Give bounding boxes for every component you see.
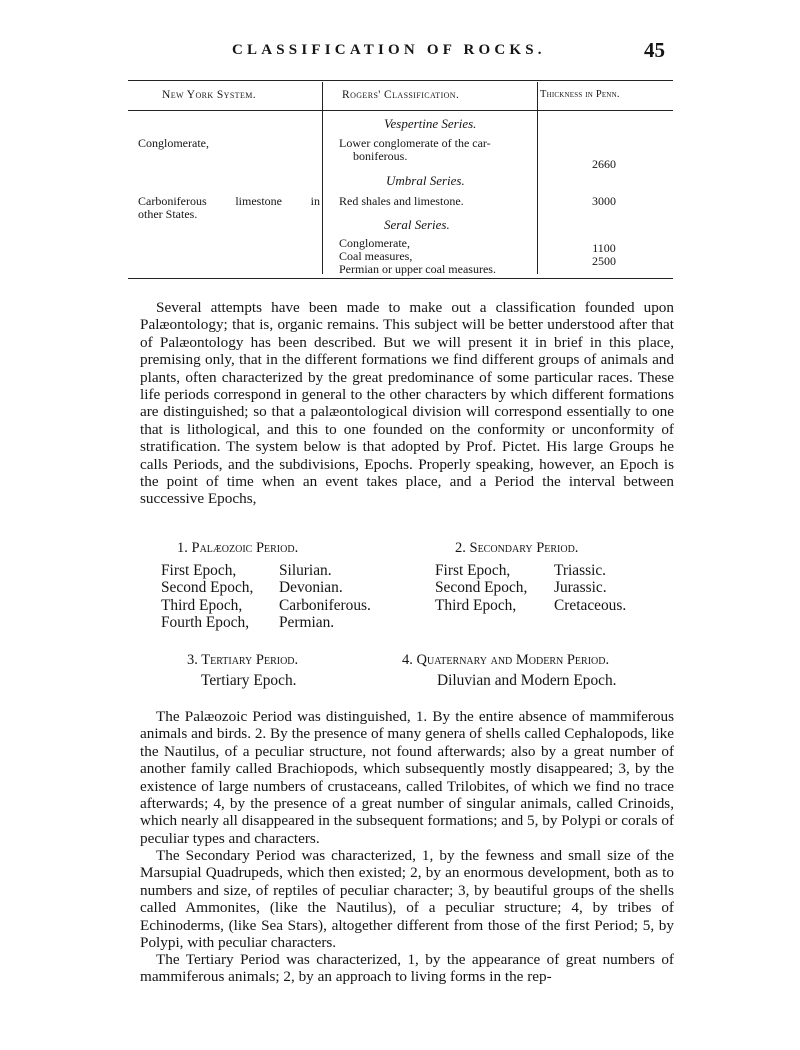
epoch-tertiary: Tertiary Epoch. [201, 672, 297, 689]
paragraph-palaeontology-intro: Several attempts have been made to make out a classification founded upon Palæontology; that is, organic remains. This subject will be better understood after that of Palæontology has been described. But we will present it in brief in this place, premising only, that in the different formations we find different groups of animals and plants, often characterized by the great predominance of some particular races. These life periods correspond in general to the other characters by which different formations are distinguished; so that a palæontological division will correspond essentially to one that is lithological, and this to one founded on the conformity or unconformity of stratification. The system below is that adopted by Prof. Pictet. His large Groups he calls Periods, and the subdivisions, Epochs. Properly speaking, however, an Epoch is the point of time when an event takes place, and a Period the interval between successive Epochs, [140, 299, 674, 508]
epoch-name: Cretaceous. [554, 596, 627, 614]
series-vespertine: Vespertine Series. [384, 116, 477, 131]
column-header-thickness: Thickness in Penn. [540, 89, 620, 100]
series-umbral: Umbral Series. [386, 173, 465, 188]
paragraph-secondary-characters: The Secondary Period was characterized, 1, by the fewness and small size of the Marsupial Quadrupeds, which then existed; 2, by an enormous development, both as to numbers and size, of reptiles of peculiar character; 3, by beautiful groups of the shells called Ammonites, (like the Nautilus), of a peculiar structure; 4, by tribes of Echinoderms, (like Sea Stars), altogether different from those of the first Period; 5, by Polypi, with peculiar characters. [140, 847, 674, 952]
classification-table [128, 80, 673, 280]
rogers-lower-line2: boniferous. [353, 149, 408, 163]
ny-conglomerate: Conglomerate, [138, 136, 209, 150]
table-column-divider [537, 82, 538, 274]
rogers-lower-line1: Lower conglomerate of the car- [339, 136, 491, 150]
epoch-row [161, 579, 371, 596]
epoch-label: Third Epoch, [435, 596, 517, 614]
epoch-label: Second Epoch, [161, 579, 254, 597]
period-heading-tertiary: 3. Tertiary Period. [187, 652, 299, 668]
epoch-row [161, 562, 371, 579]
paragraph-tertiary-characters: The Tertiary Period was characterized, 1, by the appearance of great numbers of mammiferous animals; 2, by an approach to living forms in the rep- [140, 951, 674, 986]
epoch-list-secondary [435, 562, 626, 614]
ny-carboniferous-line2: other States. [138, 207, 198, 221]
column-header-rogers: Rogers' Classification. [342, 89, 460, 101]
rogers-red-shales: Red shales and limestone. [339, 194, 464, 208]
epoch-row [161, 614, 371, 631]
thickness-vespertine: 2660 [592, 157, 616, 171]
epoch-row [435, 597, 626, 614]
series-seral: Seral Series. [384, 217, 450, 232]
ny-carboniferous-line1: Carboniferous limestone in [138, 194, 320, 208]
table-column-divider [322, 82, 323, 274]
epoch-label: Third Epoch, [161, 596, 243, 614]
epoch-name: Permian. [279, 614, 335, 632]
epoch-row [435, 562, 626, 579]
thickness-umbral: 3000 [592, 194, 616, 208]
page-number: 45 [644, 38, 665, 62]
thickness-seral-2: 2500 [592, 254, 616, 268]
epoch-row [161, 597, 371, 614]
table-rule-top [128, 80, 673, 81]
epoch-list-palaeozoic [161, 562, 371, 632]
epoch-name: Triassic. [554, 562, 607, 579]
period-heading-palaeozoic: 1. Palæozoic Period. [177, 540, 299, 556]
epoch-label: Fourth Epoch, [161, 614, 250, 632]
running-header [0, 40, 800, 64]
epoch-name: Devonian. [279, 579, 343, 597]
period-heading-quaternary: 4. Quaternary and Modern Period. [402, 652, 610, 668]
table-rule-bottom [128, 278, 673, 279]
table-rule-header [128, 110, 673, 111]
epoch-label: Second Epoch, [435, 579, 528, 597]
epoch-name: Jurassic. [554, 579, 607, 597]
seral-item: Conglomerate, [339, 236, 410, 250]
epoch-label: First Epoch, [435, 562, 511, 579]
column-header-new-york: New York System. [162, 89, 257, 101]
paragraph-palaeozoic-characters: The Palæozoic Period was distinguished, 1. By the entire absence of mammiferous animals and birds. 2. By the presence of many genera of shells called Cephalopods, like the Nautilus, of a peculiar structure, not found afterwards; also by a great number of another family called Brachiopods, which subsequently mostly disappeared; 3, by the existence of large numbers of crustaceans, called Trilobites, of which we find no trace afterwards; 4, by the presence of a great number of singular animals, called Crinoids, which nearly all disappeared in the subsequent formations; and 5, by Polypi or corals of peculiar types and characters. [140, 708, 674, 847]
running-title: CLASSIFICATION OF ROCKS. [232, 42, 546, 58]
thickness-seral-1: 1100 [592, 241, 616, 255]
epoch-name: Carboniferous. [279, 596, 371, 614]
epoch-quaternary: Diluvian and Modern Epoch. [437, 672, 617, 689]
epoch-name: Silurian. [279, 562, 332, 579]
epoch-row [435, 579, 626, 596]
epoch-label: First Epoch, [161, 562, 237, 579]
period-heading-secondary: 2. Secondary Period. [455, 540, 579, 556]
seral-item: Coal measures, [339, 249, 413, 263]
seral-item: Permian or upper coal measures. [339, 262, 496, 276]
